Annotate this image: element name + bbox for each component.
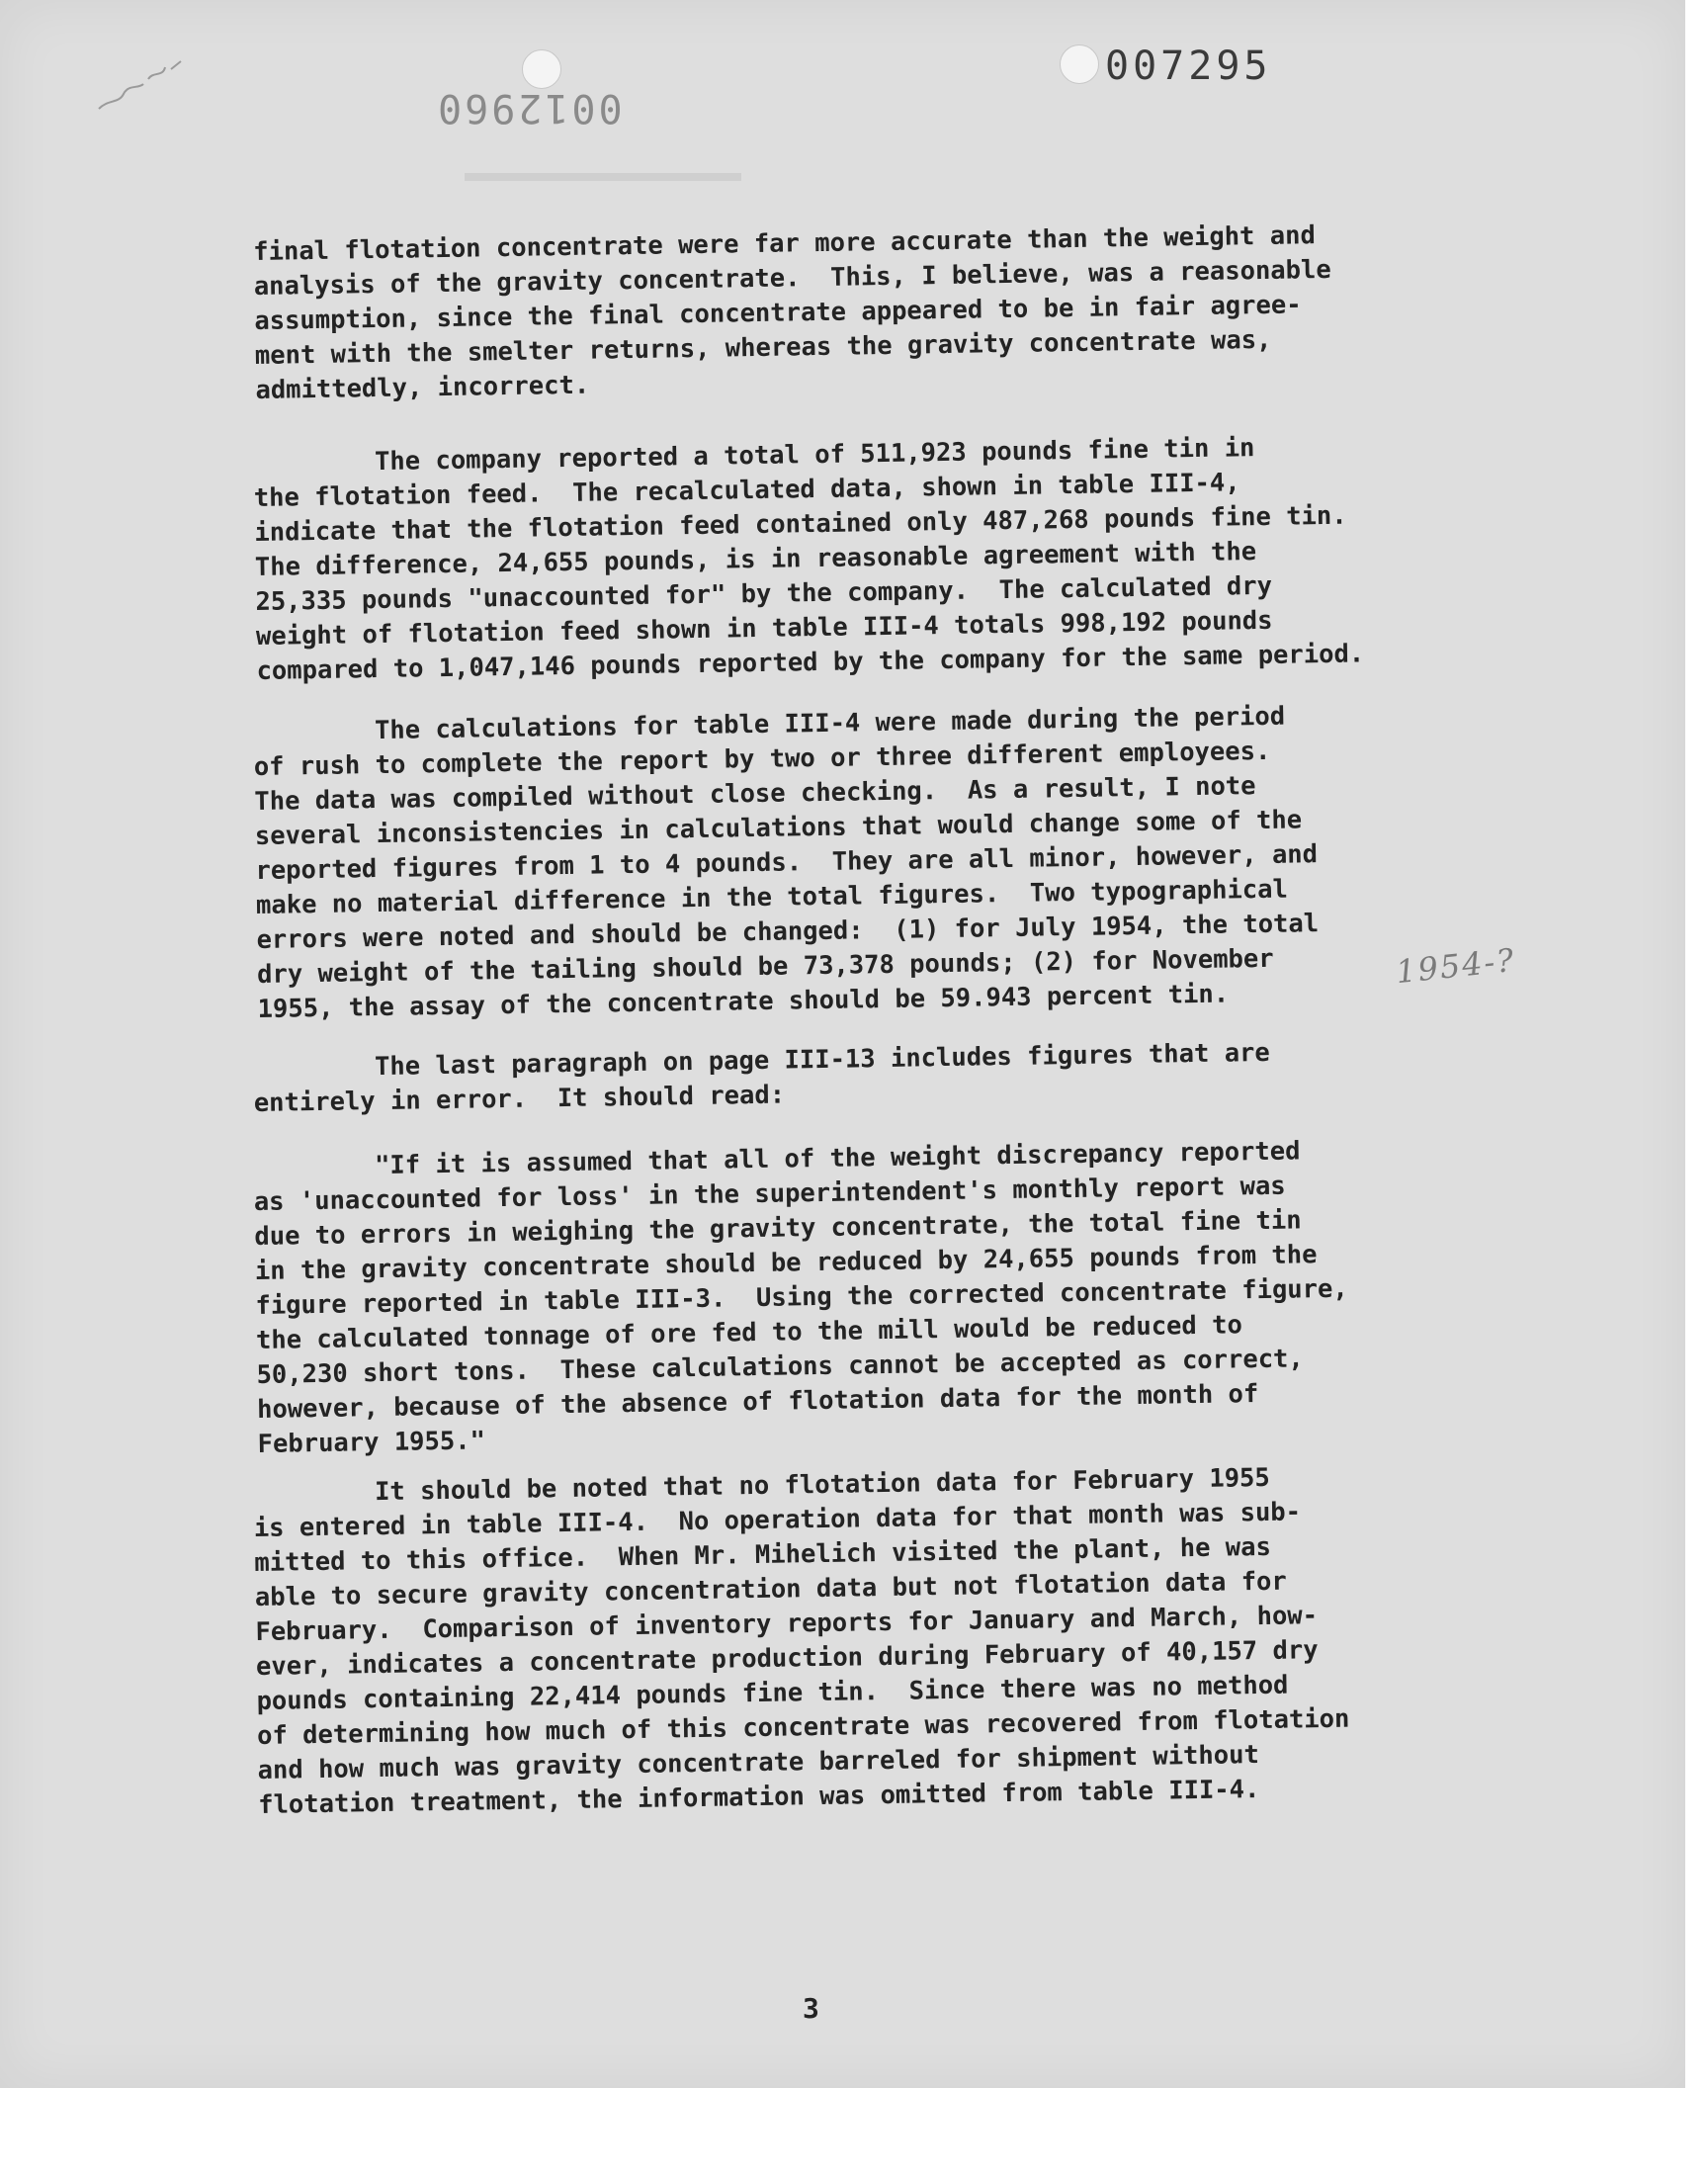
text-line: in the gravity concentrate should be reduced by 24,655 pounds from the	[254, 1240, 1318, 1286]
text-line: ment with the smelter returns, whereas the gravity concentrate was,	[254, 324, 1272, 371]
text-line: reported figures from 1 to 4 pounds. They are all minor, however, and	[255, 839, 1319, 886]
text-line: due to errors in weighing the gravity concentrate, the total fine tin	[254, 1205, 1302, 1252]
text-line: several inconsistencies in calculations that would change some of the	[254, 805, 1303, 851]
text-line: entirely in error. It should read:	[253, 1080, 786, 1118]
mirrored-stamp-number: 0012960	[435, 85, 623, 130]
quoted-paragraph	[253, 1132, 1464, 1462]
text-line: indicate that the flotation feed contained only 487,268 pounds fine tin.	[254, 500, 1347, 548]
text-line: The data was compiled without close checking. As a result, I note	[254, 771, 1256, 817]
text-line: of determining how much of this concentrate was recovered from flotation	[256, 1703, 1350, 1751]
text-line: weight of flotation feed shown in table III-4 totals 998,192 pounds	[255, 605, 1273, 652]
text-line: final flotation concentrate were far more accurate than the weight and	[253, 220, 1317, 267]
text-line: 1955, the assay of the concentrate should be 59.943 percent tin.	[257, 979, 1230, 1024]
paragraph-2	[253, 428, 1463, 689]
text-line: of rush to complete the report by two or three different employees.	[253, 736, 1271, 782]
text-line: February 1955."	[257, 1426, 486, 1459]
text-line: The difference, 24,655 pounds, is in reasonable agreement with the	[254, 537, 1257, 582]
faint-smudge	[465, 173, 741, 181]
paragraph-3	[253, 697, 1464, 1027]
paragraph-1	[253, 217, 1462, 408]
text-line: 50,230 short tons. These calculations cannot be accepted as correct,	[256, 1344, 1304, 1390]
page-number: 3	[803, 1992, 819, 2025]
text-line: February. Comparison of inventory reports for January and March, how-	[255, 1601, 1319, 1647]
text-line: The calculations for table III-4 were made during the period	[253, 701, 1286, 747]
punch-hole-right	[1060, 44, 1099, 84]
text-line: however, because of the absence of flotation data for the month of	[256, 1379, 1259, 1425]
text-line: mitted to this office. When Mr. Mihelich visited the plant, he was	[254, 1531, 1272, 1578]
text-line: The company reported a total of 511,923 pounds fine tin in	[253, 433, 1255, 478]
text-line: ever, indicates a concentrate production during February of 40,157 dry	[255, 1635, 1319, 1682]
text-line: figure reported in table III-3. Using the corrected concentrate figure,	[255, 1273, 1348, 1321]
text-line: analysis of the gravity concentrate. This, I believe, was a reasonable	[253, 254, 1331, 302]
text-line: pounds containing 22,414 pounds fine tin. Since there was no method	[256, 1670, 1289, 1716]
text-line: as 'unaccounted for loss' in the superintendent's monthly report was	[253, 1171, 1286, 1217]
punch-hole-left	[522, 49, 561, 89]
paragraph-4	[253, 1033, 1460, 1121]
handwritten-note: 1954-?	[1394, 940, 1518, 992]
text-line: and how much was gravity concentrate barreled for shipment without	[257, 1740, 1260, 1785]
text-line: the flotation feed. The recalculated data, shown in table III-4,	[253, 468, 1240, 513]
paragraph-6	[253, 1458, 1464, 1823]
text-line: dry weight of the tailing should be 73,378 pounds; (2) for November	[256, 943, 1274, 990]
text-line: The last paragraph on page III-13 includes figures that are	[253, 1037, 1270, 1084]
text-line: compared to 1,047,146 pounds reported by the company for the same period.	[256, 639, 1365, 686]
text-line: is entered in table III-4. No operation data for that month was sub-	[253, 1497, 1302, 1543]
text-line: make no material difference in the total figures. Two typographical	[255, 874, 1289, 920]
text-line: 25,335 pounds "unaccounted for" by the company. The calculated dry	[255, 570, 1273, 617]
document-stamp-number: 007295	[1105, 44, 1272, 89]
handwritten-scribble-icon	[94, 49, 193, 119]
text-line: assumption, since the final concentrate appeared to be in fair agree-	[254, 290, 1302, 336]
text-line: "If it is assumed that all of the weight discrepancy reported	[253, 1136, 1301, 1182]
text-line: errors were noted and should be changed: (1) for July 1954, the total	[256, 909, 1320, 955]
text-line: flotation treatment, the information was omitted from table III-4.	[257, 1775, 1260, 1820]
text-line: It should be noted that no flotation data for February 1955	[253, 1462, 1270, 1509]
text-line: able to secure gravity concentration data but not flotation data for	[254, 1566, 1287, 1612]
text-line: admittedly, incorrect.	[255, 370, 590, 405]
text-line: the calculated tonnage of ore fed to the mill would be reduced to	[255, 1310, 1243, 1355]
